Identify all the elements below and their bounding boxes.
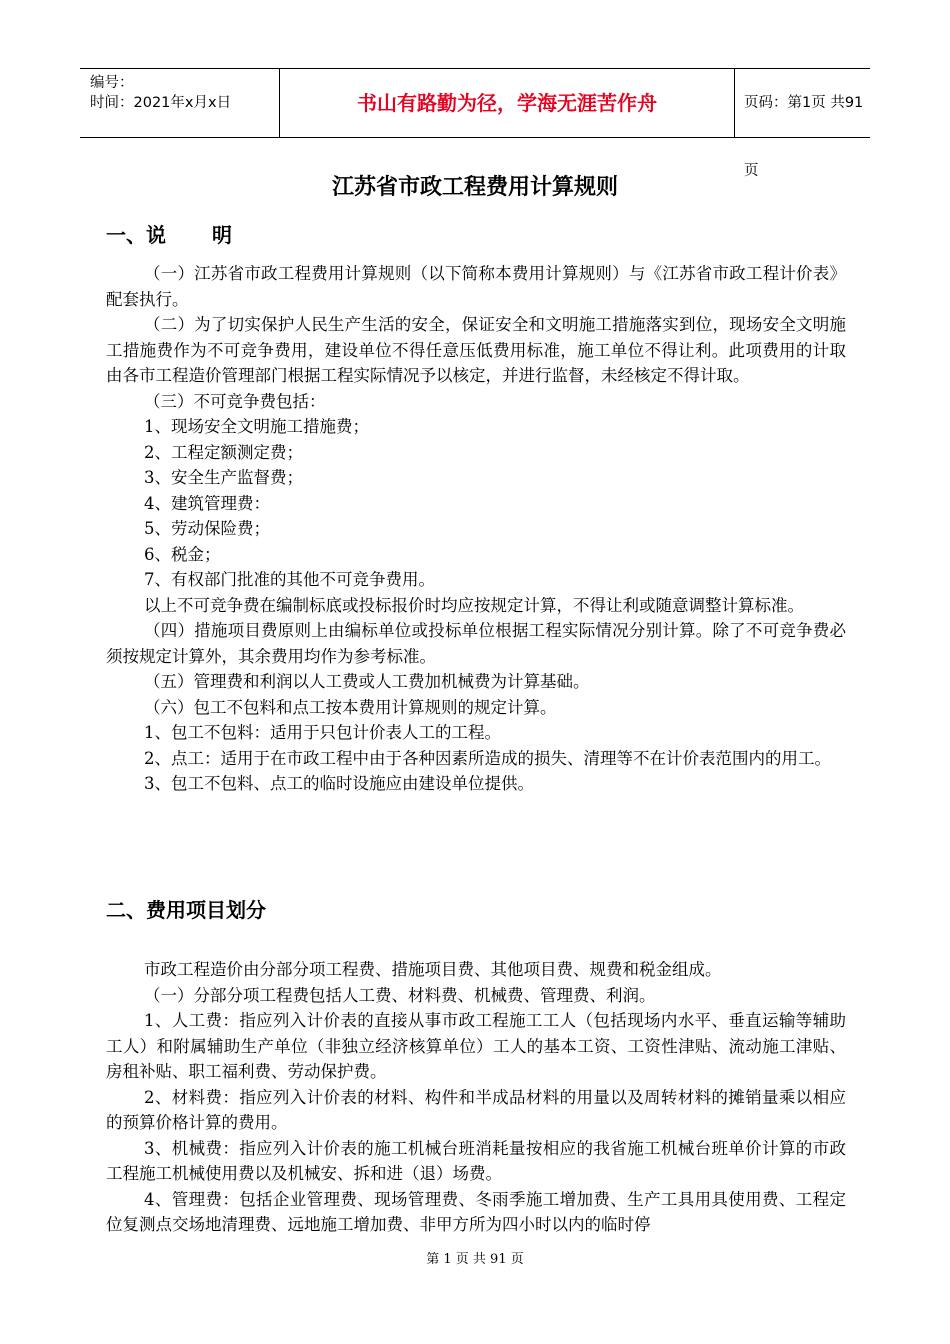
document-title: 江苏省市政工程费用计算规则	[331, 175, 618, 200]
paragraph: （二）为了切实保护人民生产生活的安全，保证安全和文明施工措施落实到位，现场安全文明施工措施费作为不可竞争费用，建设单位不得任意压低费用标准，施工单位不得让利。此项费用的计取由各市工程造价管理部门根据工程实际情况予以核定，并进行监督，未经核定不得计取。	[106, 315, 846, 385]
page-footer: 第 1 页 共 91 页	[426, 1252, 524, 1267]
list-item: 5、劳动保险费；	[144, 519, 270, 538]
section-heading-explanation: 一、说 明	[106, 223, 232, 247]
paragraph: （五）管理费和利润以人工费或人工费加机械费为计算基础。	[144, 672, 590, 691]
list-item: 3、安全生产监督费；	[144, 468, 303, 487]
section-heading-cost-items: 二、费用项目划分	[106, 898, 266, 922]
paragraph: 以上不可竞争费在编制标底或投标报价时均应按规定计算，不得让利或随意调整计算标准。	[144, 595, 804, 615]
list-item: 1、现场安全文明施工措施费；	[144, 417, 369, 436]
section-body-explanation	[106, 261, 846, 797]
list-item: 7、有权部门批准的其他不可竞争费用。	[144, 570, 435, 589]
list-item: 4、管理费：包括企业管理费、现场管理费、冬雨季施工增加费、生产工具用具使用费、工程定位复测点交场地清理费、远地施工增加费、非甲方所为四小时以内的临时停	[106, 1189, 846, 1234]
header-page-info: 页码：第1页 共91页	[744, 95, 864, 179]
list-item: 2、点工：适用于在市政工程中由于各种因素所造成的损失、清理等不在计价表范围内的用工。	[144, 748, 831, 768]
paragraph: 市政工程造价由分部分项工程费、措施项目费、其他项目费、规费和税金组成。	[144, 960, 722, 979]
document-number-label: 编号：	[90, 75, 134, 91]
header-motto: 书山有路勤为径，学海无涯苦作舟	[280, 69, 735, 137]
header-meta	[80, 69, 280, 137]
list-item: 3、机械费：指应列入计价表的施工机械台班消耗量按相应的我省施工机械台班单价计算的市政工程施工机械使用费以及机械安、拆和进（退）场费。	[106, 1138, 846, 1183]
list-item: 2、材料费：指应列入计价表的材料、构件和半成品材料的用量以及周转材料的摊销量乘以相应的预算价格计算的费用。	[106, 1087, 846, 1132]
section-body-cost-items	[106, 957, 846, 1238]
document-date: 时间：2021年x月x日	[90, 95, 232, 111]
list-item: 1、包工不包料：适用于只包计价表人工的工程。	[144, 723, 501, 742]
paragraph: （一）江苏省市政工程费用计算规则（以下简称本费用计算规则）与《江苏省市政工程计价表》配套执行。	[106, 264, 846, 309]
list-item: 2、工程定额测定费；	[144, 442, 303, 462]
list-item: 3、包工不包料、点工的临时设施应由建设单位提供。	[144, 774, 534, 793]
list-item: 6、税金；	[144, 544, 221, 564]
list-item: 1、人工费：指应列入计价表的直接从事市政工程施工工人（包括现场内水平、垂直运输等辅助工人）和附属辅助生产单位（非独立经济核算单位）工人的基本工资、工资性津贴、流动施工津贴、房租补贴、职工福利费、劳动保护费。	[106, 1011, 846, 1081]
paragraph: （四）措施项目费原则上由编标单位或投标单位根据工程实际情况分别计算。除了不可竞争费必须按规定计算外，其余费用均作为参考标准。	[106, 621, 846, 666]
paragraph: （六）包工不包料和点工按本费用计算规则的规定计算。	[144, 697, 557, 717]
page-header	[80, 68, 870, 179]
paragraph: （三）不可竞争费包括：	[144, 391, 326, 411]
list-item: 4、建筑管理费：	[144, 493, 270, 513]
paragraph: （一）分部分项工程费包括人工费、材料费、机械费、管理费、利润。	[144, 985, 656, 1005]
